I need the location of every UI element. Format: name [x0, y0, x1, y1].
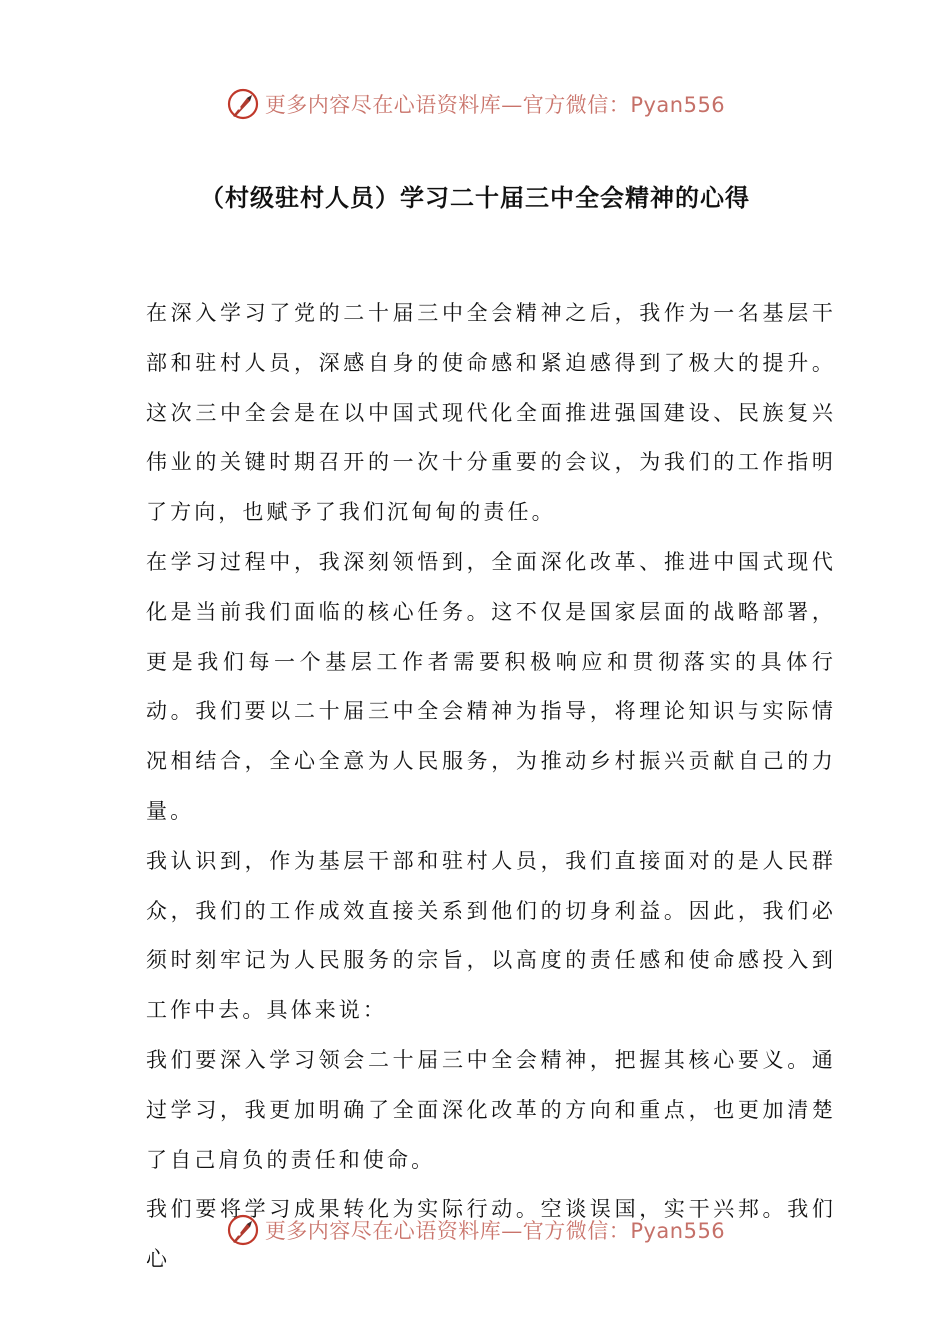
watermark-handle: Pyan556 [630, 1219, 726, 1243]
watermark-text [265, 1215, 725, 1245]
document-title: （村级驻村人员）学习二十届三中全会精神的心得 [200, 183, 750, 212]
watermark-label: 更多内容尽在心语资料库—官方微信： [264, 1219, 631, 1243]
paragraph: 我们要深入学习领会二十届三中全会精神，把握其核心要义。通过学习，我更加明确了全面深化改革的方向和重点，也更加清楚了自己肩负的责任和使命。 [146, 1047, 836, 1172]
pen-nib-logo-icon [225, 86, 261, 122]
pen-nib-logo-icon [225, 1212, 261, 1248]
watermark-label: 更多内容尽在心语资料库—官方微信： [264, 93, 631, 117]
watermark-handle: Pyan556 [630, 93, 726, 117]
footer-watermark-banner [0, 1208, 950, 1252]
header-watermark-banner [0, 82, 950, 126]
watermark-text [265, 89, 725, 119]
document-body [146, 289, 836, 1285]
paragraph: 我认识到，作为基层干部和驻村人员，我们直接面对的是人民群众，我们的工作成效直接关系到他们的切身利益。因此，我们必须时刻牢记为人民服务的宗旨，以高度的责任感和使命感投入到工作中去。具体来说： [146, 848, 836, 1023]
paragraph: 在学习过程中，我深刻领悟到，全面深化改革、推进中国式现代化是当前我们面临的核心任务。这不仅是国家层面的战略部署，更是我们每一个基层工作者需要积极响应和贯彻落实的具体行动。我们要以二十届三中全会精神为指导，将理论知识与实际情况相结合，全心全意为人民服务，为推动乡村振兴贡献自己的力量。 [146, 549, 836, 823]
paragraph: 我们要将学习成果转化为实际行动。空谈误国，实干兴邦。我们心 [146, 1197, 836, 1272]
paragraph: 在深入学习了党的二十届三中全会精神之后，我作为一名基层干部和驻村人员，深感自身的使命感和紧迫感得到了极大的提升。这次三中全会是在以中国式现代化全面推进强国建设、民族复兴伟业的关键时期召开的一次十分重要的会议，为我们的工作指明了方向，也赋予了我们沉甸甸的责任。 [146, 301, 836, 525]
